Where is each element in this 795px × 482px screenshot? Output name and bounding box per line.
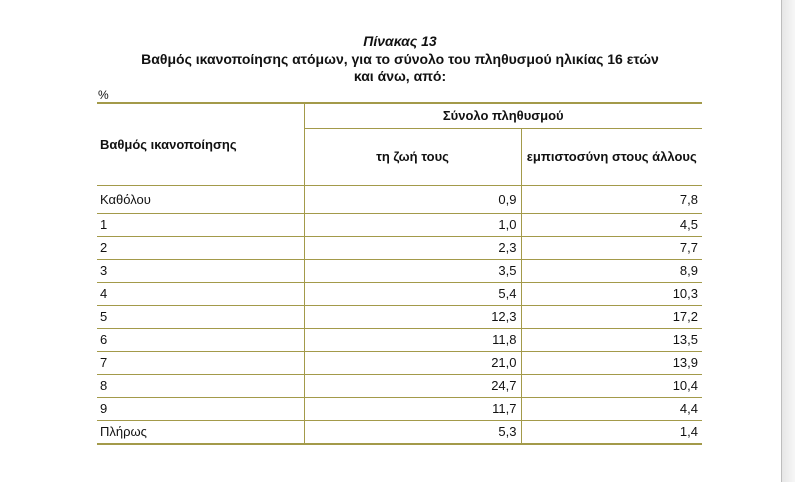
table-title-line-1: Βαθμός ικανοποίησης ατόμων, για το σύνολο του πληθυσμού ηλικίας 16 ετών: [141, 51, 659, 67]
trust-value: 13,5: [521, 329, 702, 352]
unit-label: %: [98, 88, 109, 102]
life-value: 5,4: [304, 283, 521, 306]
row-label: Πλήρως: [97, 421, 304, 445]
life-value: 5,3: [304, 421, 521, 445]
table-row: [97, 283, 702, 306]
table-row: [97, 398, 702, 421]
trust-value: 8,9: [521, 260, 702, 283]
life-value: 2,3: [304, 237, 521, 260]
row-label: 3: [97, 260, 304, 283]
table-row: [97, 214, 702, 237]
trust-value: 10,4: [521, 375, 702, 398]
trust-value: 10,3: [521, 283, 702, 306]
table-title-line-2: και άνω, από:: [353, 68, 447, 84]
viewer-background: [782, 0, 795, 482]
row-label: 4: [97, 283, 304, 306]
table-row: [97, 421, 702, 445]
table-row: [97, 375, 702, 398]
trust-value: 1,4: [521, 421, 702, 445]
trust-value: 7,8: [521, 186, 702, 214]
life-value: 21,0: [304, 352, 521, 375]
life-value: 0,9: [304, 186, 521, 214]
trust-value: 7,7: [521, 237, 702, 260]
table-row: [97, 352, 702, 375]
row-header: Βαθμός ικανοποίησης: [97, 103, 304, 186]
life-value: 1,0: [304, 214, 521, 237]
row-label: 9: [97, 398, 304, 421]
trust-value: 4,4: [521, 398, 702, 421]
life-value: 24,7: [304, 375, 521, 398]
row-label: Καθόλου: [97, 186, 304, 214]
life-value: 12,3: [304, 306, 521, 329]
row-label: 7: [97, 352, 304, 375]
row-label: 5: [97, 306, 304, 329]
table-row: [97, 260, 702, 283]
row-label: 6: [97, 329, 304, 352]
table-row: [97, 237, 702, 260]
satisfaction-table: [97, 102, 702, 445]
column-header-trust: εμπιστοσύνη στους άλλους: [521, 129, 702, 186]
row-label: 1: [97, 214, 304, 237]
group-header: Σύνολο πληθυσμού: [304, 103, 702, 129]
table-row: [97, 306, 702, 329]
trust-value: 4,5: [521, 214, 702, 237]
column-header-life: τη ζωή τους: [304, 129, 521, 186]
life-value: 11,7: [304, 398, 521, 421]
life-value: 3,5: [304, 260, 521, 283]
table-row: [97, 186, 702, 214]
trust-value: 13,9: [521, 352, 702, 375]
table-row: [97, 329, 702, 352]
trust-value: 17,2: [521, 306, 702, 329]
table-caption: Πίνακας 13: [363, 33, 437, 49]
row-label: 2: [97, 237, 304, 260]
row-label: 8: [97, 375, 304, 398]
life-value: 11,8: [304, 329, 521, 352]
